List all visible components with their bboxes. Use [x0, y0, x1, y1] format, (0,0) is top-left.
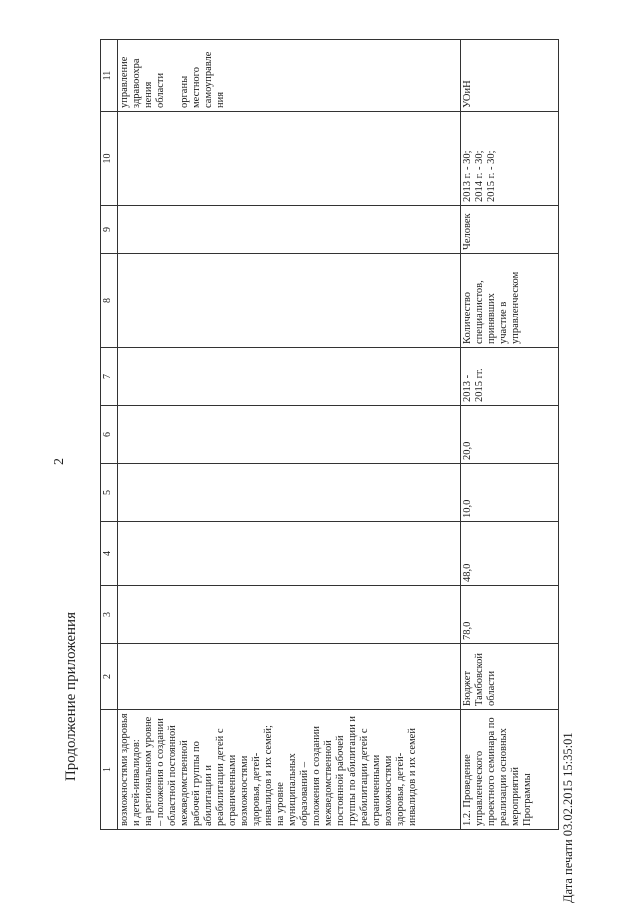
cell-text: Бюджет Тамбовской области [462, 652, 497, 706]
column-number: 5 [101, 464, 118, 522]
table-cell [118, 206, 461, 254]
column-number: 8 [101, 254, 118, 348]
cell-text: возможностями здоровья и детей-инвалидов: на региональном уровне – положения о создании областной постоянной межведомственной рабочей группы по абилитации и реабилитации детей с ограниченными возможностями здоровья, детей- инвалидов и их семей; на уровне муниципальных образований – положения о создании межведомственной постоянной рабочей группы по абилитации и реабилитации детей с ограниченными возможностями здоровья, детей- инвалидов и их семей [119, 713, 418, 826]
print-date: Дата печати 03.02.2015 15:35:01 [561, 732, 575, 903]
page-number: 2 [52, 458, 67, 465]
column-number: 11 [101, 40, 118, 112]
table-cell [461, 406, 559, 464]
table-cell [118, 406, 461, 464]
cell-text: 20,0 [462, 441, 473, 460]
table-cell [118, 40, 461, 112]
cell-text: Человек [462, 213, 473, 250]
cell-text: 48,0 [462, 563, 473, 582]
cell-text: управление здравоохра нения области органы местного самоуправле ния [119, 51, 226, 108]
cell-text: 2013 г. - 30; 2014 г. - 30; 2015 г. - 30; [462, 150, 497, 202]
column-number: 4 [101, 522, 118, 586]
table-cell [461, 254, 559, 348]
cell-text: 10,0 [462, 499, 473, 518]
column-number: 9 [101, 206, 118, 254]
table-cell [118, 710, 461, 830]
cell-text: 2013 - 2015 гг. [462, 368, 485, 402]
column-number: 1 [101, 710, 118, 830]
table-cell [461, 522, 559, 586]
cell-text: 1.2. Проведение управленческого проектного семинара по реализации основных мероприятий Программы [462, 717, 533, 826]
table-cell [118, 644, 461, 710]
table-row [118, 40, 461, 830]
cell-text: УОиН [462, 80, 473, 108]
column-number-row [101, 40, 118, 830]
table-cell [461, 206, 559, 254]
table-cell [118, 112, 461, 206]
column-number: 3 [101, 586, 118, 644]
table-cell [461, 40, 559, 112]
table-cell [461, 112, 559, 206]
cell-text: 78,0 [462, 621, 473, 640]
table-cell [118, 348, 461, 406]
column-number: 7 [101, 348, 118, 406]
table-cell [118, 586, 461, 644]
table-cell [461, 710, 559, 830]
page-title: Продолжение приложения [63, 612, 79, 782]
column-number: 6 [101, 406, 118, 464]
program-table [100, 39, 559, 830]
table-cell [461, 644, 559, 710]
table-cell [461, 464, 559, 522]
table-cell [118, 522, 461, 586]
table-cell [118, 464, 461, 522]
column-number: 10 [101, 112, 118, 206]
table-cell [118, 254, 461, 348]
table-cell [461, 586, 559, 644]
table-cell [461, 348, 559, 406]
cell-text: Количество специалистов, принявших участие в управленческом [462, 271, 521, 344]
column-number: 2 [101, 644, 118, 710]
table-row [461, 40, 559, 830]
